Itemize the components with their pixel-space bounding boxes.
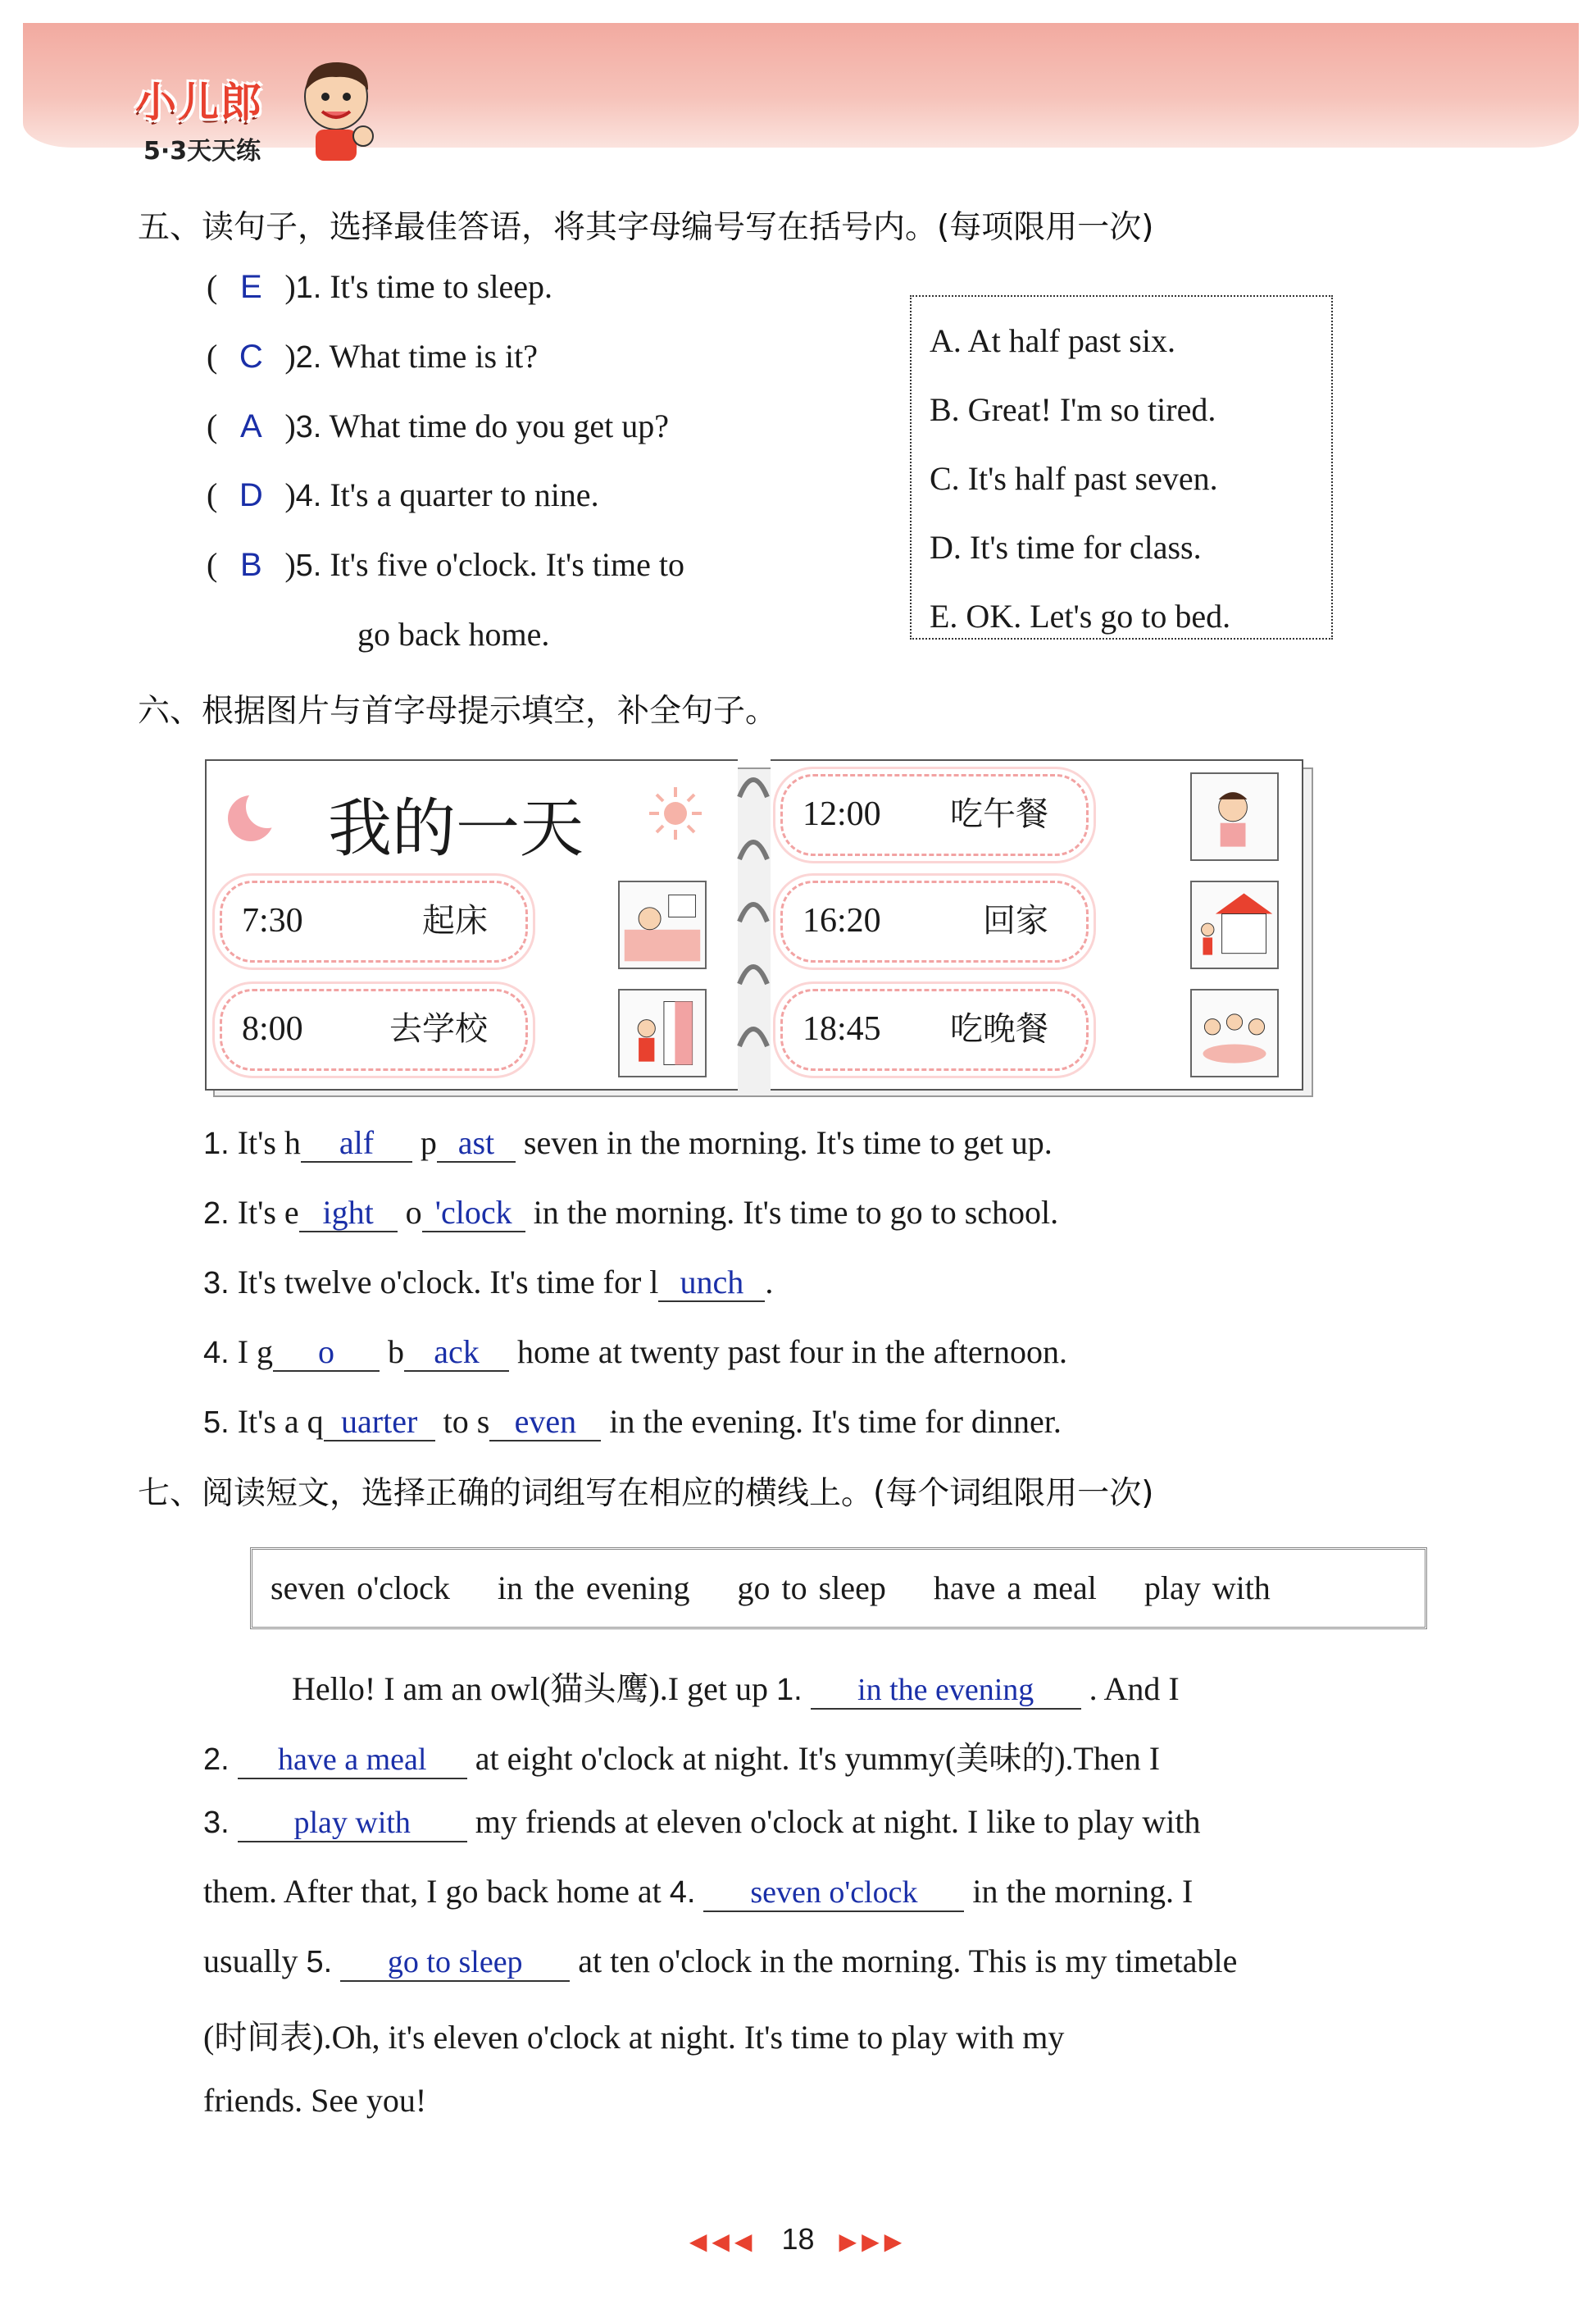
s6-sentence-5: 5. It's a q uarter to s even in the evening. It's time for dinner. xyxy=(203,1403,1062,1440)
s5-answer: B xyxy=(239,547,262,583)
word-bank-item: seven o'clock xyxy=(271,1569,450,1606)
s6-sentence-4: 4. I g o b ack home at twenty past four in the afternoon. xyxy=(203,1333,1067,1370)
word-bank-item: have a meal xyxy=(933,1569,1097,1606)
s5-option-e: E. OK. Let's go to bed. xyxy=(930,598,1231,635)
section-7-title: 七、阅读短文，选择正确的词组写在相应的横线上。(每个词组限用一次) xyxy=(138,1475,1154,1512)
fill-blank[interactable]: ack xyxy=(404,1334,509,1372)
word-bank-box xyxy=(250,1547,1427,1629)
s5-answer: D xyxy=(239,477,263,513)
fill-blank[interactable]: uarter xyxy=(324,1404,435,1441)
left-arrows-icon: ◀◀◀ xyxy=(689,2229,757,2254)
fill-blank[interactable]: in the evening xyxy=(811,1674,1081,1710)
brand-subtitle: 5·3天天练 xyxy=(143,137,261,166)
word-bank-item: go to sleep xyxy=(737,1569,886,1606)
section-6-title: 六、根据图片与首字母提示填空，补全句子。 xyxy=(138,693,778,730)
passage-line-4: them. After that, I go back home at 4. seven o'clock in the morning. I xyxy=(203,1872,1193,1912)
fill-blank[interactable]: go to sleep xyxy=(340,1946,570,1982)
fill-blank[interactable]: unch xyxy=(658,1264,765,1302)
brand-title: 小儿郎 xyxy=(135,79,263,126)
notebook-left-page xyxy=(205,759,738,1091)
schedule-item-1845: 18:45 吃晚餐 xyxy=(780,989,1089,1071)
s5-item-1: ( E )1. It's time to sleep. xyxy=(207,268,552,305)
passage-line-7: friends. See you! xyxy=(203,2082,427,2119)
s5-item-4: ( D )4. It's a quarter to nine. xyxy=(207,476,599,513)
s5-answer: E xyxy=(239,269,262,305)
s5-item-2: ( C )2. What time is it? xyxy=(207,338,539,375)
sun-icon xyxy=(646,784,705,843)
fill-blank[interactable]: ight xyxy=(299,1195,398,1232)
s6-sentence-1: 1. It's h alf p ast seven in the morning. It's time to get up. xyxy=(203,1124,1053,1161)
passage-line-6: (时间表).Oh, it's eleven o'clock at night. It's time to play with my xyxy=(203,2019,1065,2056)
fill-blank[interactable]: alf xyxy=(301,1125,412,1163)
fill-blank[interactable]: o xyxy=(273,1334,380,1372)
brand-logo xyxy=(135,70,263,166)
schedule-item-0800: 8:00 去学校 xyxy=(220,989,528,1071)
section-5-title: 五、读句子，选择最佳答语，将其字母编号写在括号内。(每项限用一次) xyxy=(138,209,1154,246)
page-number: 18 xyxy=(781,2222,815,2256)
passage-line-3: 3. play with my friends at eleven o'clock at night. I like to play with xyxy=(203,1802,1200,1842)
s5-options-box xyxy=(910,295,1333,640)
binder-ring-icon xyxy=(736,830,771,866)
passage-line-1: Hello! I am an owl(猫头鹰).I get up 1. in the evening . And I xyxy=(292,1663,1180,1710)
day-title: 我的一天 xyxy=(328,792,584,866)
s5-item-5-cont: go back home. xyxy=(357,616,550,653)
s6-sentence-2: 2. It's e ight o 'clock in the morning. It's time to go to school. xyxy=(203,1194,1059,1231)
schedule-item-0730: 7:30 起床 xyxy=(220,881,528,963)
binder-ring-icon xyxy=(736,954,771,991)
s5-option-a: A. At half past six. xyxy=(930,322,1175,359)
s5-answer: A xyxy=(239,408,262,444)
s5-item-3: ( A )3. What time do you get up? xyxy=(207,408,669,444)
fill-blank[interactable]: 'clock xyxy=(422,1195,525,1232)
notebook-right-page xyxy=(771,759,1303,1091)
right-arrows-icon: ▶▶▶ xyxy=(839,2229,907,2254)
go-home-picture-icon xyxy=(1190,881,1279,969)
get-up-picture-icon xyxy=(618,881,707,969)
binder-ring-icon xyxy=(736,767,771,804)
fill-blank[interactable]: seven o'clock xyxy=(703,1876,964,1912)
lunch-picture-icon xyxy=(1190,772,1279,861)
passage-line-2: 2. have a meal at eight o'clock at night. It's yummy(美味的).Then I xyxy=(203,1733,1160,1779)
binder-ring-icon xyxy=(736,892,771,928)
passage-line-5: usually 5. go to sleep at ten o'clock in the morning. This is my timetable xyxy=(203,1942,1237,1982)
s5-item-5: ( B )5. It's five o'clock. It's time to xyxy=(207,546,684,583)
page-footer xyxy=(0,2222,1596,2257)
go-to-school-picture-icon xyxy=(618,989,707,1077)
s6-sentence-3: 3. It's twelve o'clock. It's time for l unch . xyxy=(203,1264,774,1300)
word-bank-item: play with xyxy=(1144,1569,1271,1606)
s5-option-d: D. It's time for class. xyxy=(930,529,1202,566)
schedule-item-1200: 12:00 吃午餐 xyxy=(780,774,1089,856)
s5-option-c: C. It's half past seven. xyxy=(930,460,1218,497)
fill-blank[interactable]: ast xyxy=(437,1125,516,1163)
s5-answer: C xyxy=(239,339,263,375)
binder-ring-icon xyxy=(736,1017,771,1053)
dinner-picture-icon xyxy=(1190,989,1279,1077)
s5-option-b: B. Great! I'm so tired. xyxy=(930,391,1216,428)
boy-mascot-icon xyxy=(291,57,381,164)
schedule-item-1620: 16:20 回家 xyxy=(780,881,1089,963)
my-day-notebook xyxy=(205,759,1313,1094)
fill-blank[interactable]: even xyxy=(489,1404,601,1441)
fill-blank[interactable]: play with xyxy=(238,1806,467,1842)
fill-blank[interactable]: have a meal xyxy=(238,1743,467,1779)
word-bank-item: in the evening xyxy=(497,1569,690,1606)
